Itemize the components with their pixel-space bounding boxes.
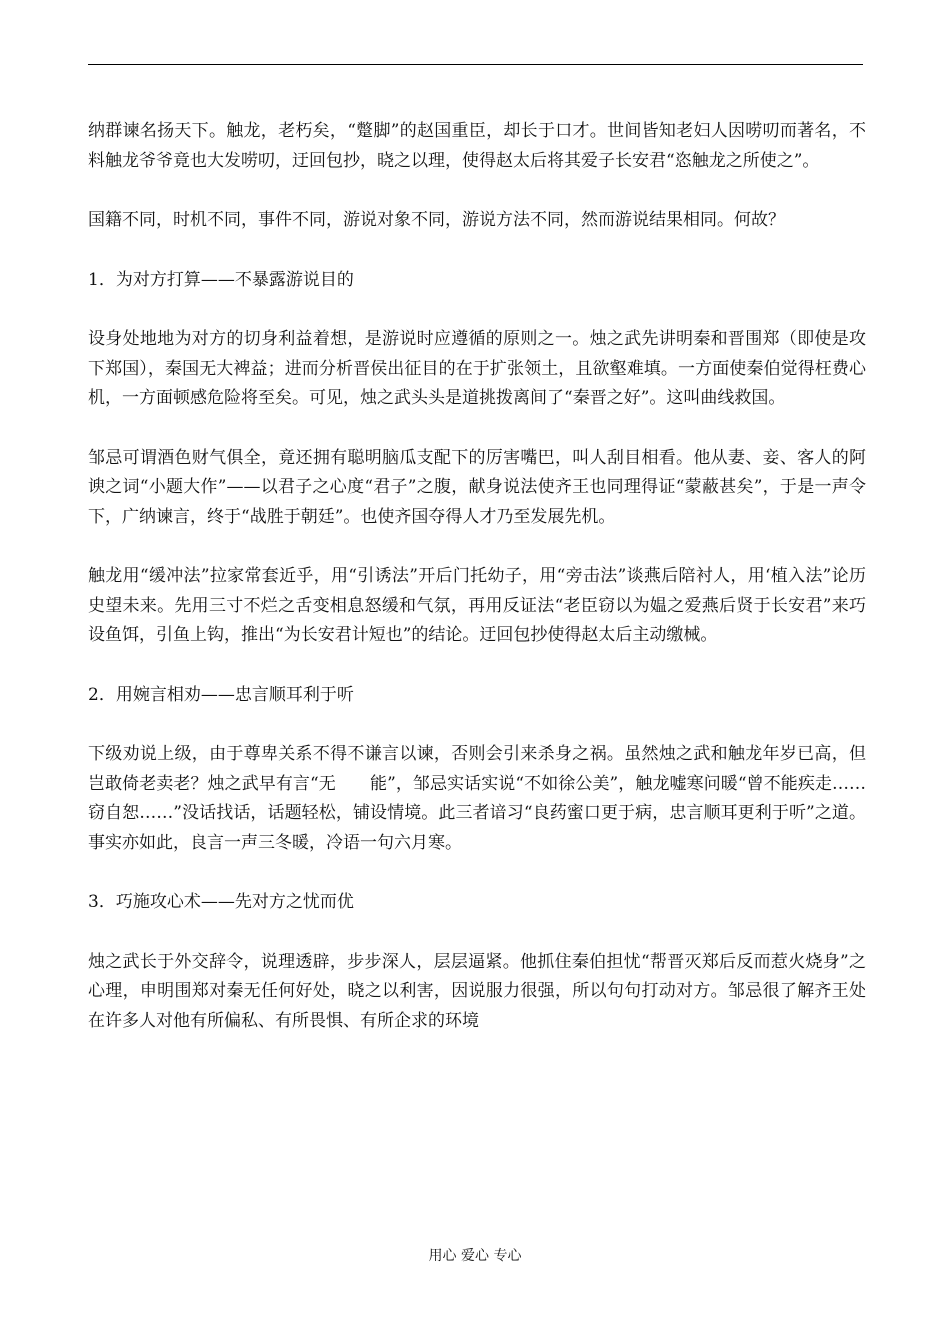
paragraph-zhuzhiwu [88, 325, 866, 414]
heading-text: 3．巧施攻心术——先对方之忧而优 [88, 892, 354, 912]
paragraph-zouji [88, 444, 866, 533]
paragraph-chulong [88, 562, 866, 651]
section-heading-2 [88, 681, 866, 711]
paragraph-text: 国籍不同，时机不同，事件不同，游说对象不同，游说方法不同，然而游说结果相同。何故？ [88, 210, 785, 230]
paragraph-text: 触龙用“缓冲法”拉家常套近乎，用“引诱法”开后门托幼子，用“旁击法”谈燕后陪衬人，用‘植入法”论历史望未来。先用三寸不烂之舌变相息怒缓和气氛，再用反证法“老臣窃以为媪之爱燕后贤于长安君”来巧设鱼饵，引鱼上钩，推出“为长安君计短也”的结论。迂回包抄使得赵太后主动缴械。 [88, 566, 866, 645]
paragraph-text: 纳群谏名扬天下。触龙，老朽矣，“蹩脚”的赵国重臣，却长于口才。世间皆知老妇人因唠叨而著名，不料触龙爷爷竟也大发唠叨，迂回包抄，晓之以理，使得赵太后将其爱子长安君“恣触龙之所使之”。 [88, 121, 866, 171]
header-rule [88, 64, 863, 65]
section-heading-1 [88, 266, 866, 296]
paragraph-persuasion [88, 740, 866, 858]
heading-text: 2．用婉言相劝——忠言顺耳利于听 [88, 684, 354, 705]
paragraph-text: 下级劝说上级，由于尊卑关系不得不谦言以谏，否则会引来杀身之祸。虽然烛之武和触龙年岁已高，但岂敢倚老卖老？烛之武早有言“无 能”，邹忌实话实说“不如徐公美”，触龙嘘寒问暖“曾不能疾走……窃自恕……”没话找话，话题轻松，铺设情境。此三者谙习“良药蜜口更于病，忠言顺耳更利于听”之道。事实亦如此，良言一声三冬暖，冷语一句六月寒。 [88, 744, 866, 853]
paragraph-text: 烛之武长于外交辞令，说理透辟，步步深人，层层逼紧。他抓住秦伯担忧“帮晋灭郑后反而惹火烧身”之心理，申明围郑对秦无任何好处，晓之以利害，因说服力很强，所以句句打动对方。邹忌很了解齐王处在许多人对他有所偏私、有所畏惧、有所企求的环境 [88, 951, 866, 1031]
heading-text: 1．为对方打算——不暴露游说目的 [88, 269, 354, 290]
section-heading-3 [88, 888, 866, 918]
document-body [88, 117, 866, 1036]
paragraph-question [88, 206, 866, 236]
page-footer: 用心 爱心 专心 [428, 1248, 522, 1264]
paragraph-text: 邹忌可谓酒色财气俱全，竟还拥有聪明脑瓜支配下的厉害嘴巴，叫人刮目相看。他从妻、妾、客人的阿谀之词“小题大作”——以君子之心度“君子”之腹，献身说法使齐王也同理得证“蒙蔽甚矣”，于是一声令下，广纳谏言，终于“战胜于朝廷”。也使齐国夺得人才乃至发展先机。 [88, 447, 866, 527]
paragraph-attack-heart [88, 948, 866, 1037]
paragraph-intro [88, 117, 866, 176]
paragraph-text: 设身处地地为对方的切身利益着想，是游说时应遵循的原则之一。烛之武先讲明秦和晋围郑（即使是攻下郑国），秦国无大裨益；进而分析晋侯出征目的在于扩张领土，且欲壑难填。一方面使秦伯觉得枉费心机，一方面顿感危险将至矣。可见，烛之武头头是道挑拨离间了“秦晋之好”。这叫曲线救国。 [88, 329, 866, 408]
